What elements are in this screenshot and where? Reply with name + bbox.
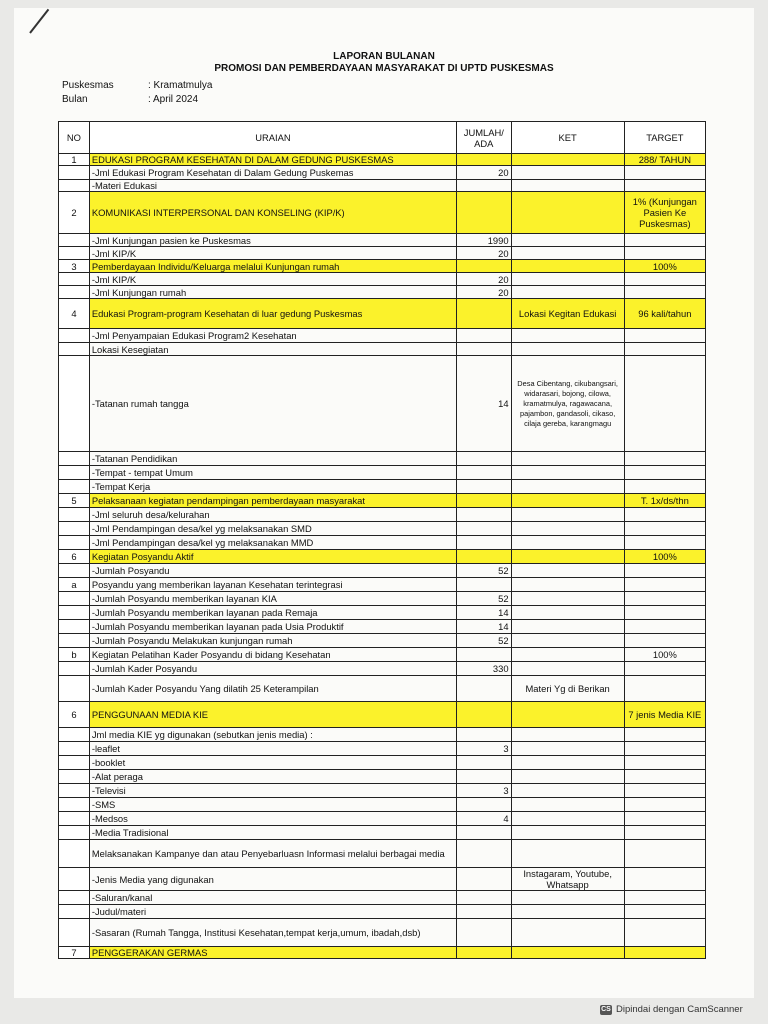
cell-jumlah <box>457 466 512 480</box>
cell-no <box>59 676 90 702</box>
cell-ket <box>511 826 624 840</box>
cell-target: 100% <box>624 550 705 564</box>
table-row <box>59 578 706 592</box>
cell-uraian: -Materi Edukasi <box>89 180 456 192</box>
table-row <box>59 356 706 452</box>
cell-uraian: -Jml Kunjungan rumah <box>89 286 456 299</box>
cell-uraian: -Jenis Media yang digunakan <box>89 868 456 891</box>
cell-target <box>624 868 705 891</box>
cell-jumlah <box>457 728 512 742</box>
cell-target <box>624 564 705 578</box>
header-ket: KET <box>511 122 624 154</box>
cell-no <box>59 466 90 480</box>
cell-jumlah <box>457 798 512 812</box>
cell-uraian: -Jml Pendampingan desa/kel yg melaksanakan MMD <box>89 536 456 550</box>
cell-no <box>59 784 90 798</box>
cell-uraian: -booklet <box>89 756 456 770</box>
cell-no: 2 <box>59 192 90 234</box>
cell-jumlah: 330 <box>457 662 512 676</box>
cell-no <box>59 606 90 620</box>
table-header-row <box>59 122 706 154</box>
cell-jumlah <box>457 192 512 234</box>
cell-target: T. 1x/ds/thn <box>624 494 705 508</box>
table-row <box>59 234 706 247</box>
cell-ket: Instagaram, Youtube, Whatsapp <box>511 868 624 891</box>
cell-no <box>59 728 90 742</box>
table-row <box>59 756 706 770</box>
cell-uraian: -Jml KIP/K <box>89 273 456 286</box>
cell-uraian: -Tatanan rumah tangga <box>89 356 456 452</box>
cell-uraian: Pelaksanaan kegiatan pendampingan pemberdayaan masyarakat <box>89 494 456 508</box>
cell-target: 288/ TAHUN <box>624 154 705 166</box>
cell-uraian: -Jml seluruh desa/kelurahan <box>89 508 456 522</box>
cell-target <box>624 480 705 494</box>
cell-ket <box>511 798 624 812</box>
cell-jumlah <box>457 826 512 840</box>
cell-jumlah <box>457 299 512 329</box>
cell-uraian: -Jml Kunjungan pasien ke Puskesmas <box>89 234 456 247</box>
cell-jumlah <box>457 343 512 356</box>
cell-target <box>624 756 705 770</box>
cell-target <box>624 662 705 676</box>
cell-no: 1 <box>59 154 90 166</box>
cell-jumlah: 14 <box>457 606 512 620</box>
cell-target <box>624 536 705 550</box>
cell-ket <box>511 452 624 466</box>
header-jumlah: JUMLAH/ ADA <box>457 122 512 154</box>
cell-no <box>59 536 90 550</box>
scanner-footer <box>600 1004 743 1015</box>
cell-no <box>59 742 90 756</box>
cell-target <box>624 620 705 634</box>
cell-jumlah <box>457 260 512 273</box>
cell-ket <box>511 536 624 550</box>
cell-ket <box>511 606 624 620</box>
cell-ket: Materi Yg di Berikan <box>511 676 624 702</box>
cell-ket <box>511 905 624 919</box>
report-subtitle: PROMOSI DAN PEMBERDAYAAN MASYARAKAT DI UPTD PUSKESMAS <box>214 63 554 74</box>
table-row <box>59 868 706 891</box>
cell-jumlah <box>457 756 512 770</box>
camscanner-icon: CS <box>601 1005 611 1013</box>
cell-target: 100% <box>624 648 705 662</box>
cell-jumlah: 52 <box>457 634 512 648</box>
cell-no: 5 <box>59 494 90 508</box>
cell-no <box>59 329 90 343</box>
cell-no <box>59 891 90 905</box>
table-row <box>59 905 706 919</box>
cell-ket <box>511 756 624 770</box>
table-row <box>59 840 706 868</box>
cell-target <box>624 247 705 260</box>
cell-target <box>624 798 705 812</box>
cell-target <box>624 578 705 592</box>
cell-target <box>624 634 705 648</box>
table-row <box>59 480 706 494</box>
cell-no <box>59 452 90 466</box>
cell-target <box>624 891 705 905</box>
table-row <box>59 919 706 947</box>
cell-uraian: -Alat peraga <box>89 770 456 784</box>
cell-uraian: EDUKASI PROGRAM KESEHATAN DI DALAM GEDUNG PUSKESMAS <box>89 154 456 166</box>
cell-ket <box>511 273 624 286</box>
table-row <box>59 452 706 466</box>
cell-target <box>624 329 705 343</box>
cell-ket <box>511 742 624 756</box>
cell-uraian: Lokasi Kesegiatan <box>89 343 456 356</box>
cell-jumlah: 52 <box>457 564 512 578</box>
cell-jumlah <box>457 494 512 508</box>
cell-target <box>624 812 705 826</box>
cell-no <box>59 798 90 812</box>
table-row <box>59 606 706 620</box>
cell-no <box>59 756 90 770</box>
table-row <box>59 273 706 286</box>
cell-target <box>624 592 705 606</box>
table-row <box>59 192 706 234</box>
table-row <box>59 728 706 742</box>
table-row <box>59 592 706 606</box>
cell-jumlah: 4 <box>457 812 512 826</box>
cell-no <box>59 508 90 522</box>
cell-ket: Desa Cibentang, cikubangsari, widarasari, bojong, cilowa, kramatmulya, ragawacana, pajambon, gandasoli, cikaso, cilaja gereba, karangmagu <box>511 356 624 452</box>
cell-uraian: -Jumlah Posyandu memberikan layanan pada Remaja <box>89 606 456 620</box>
cell-target <box>624 826 705 840</box>
cell-target <box>624 466 705 480</box>
header-no: NO <box>59 122 90 154</box>
cell-no <box>59 273 90 286</box>
cell-no: 3 <box>59 260 90 273</box>
cell-ket <box>511 592 624 606</box>
cell-ket <box>511 564 624 578</box>
cell-no: b <box>59 648 90 662</box>
cell-jumlah <box>457 947 512 959</box>
cell-target <box>624 508 705 522</box>
table-row <box>59 891 706 905</box>
cell-target <box>624 784 705 798</box>
cell-no <box>59 662 90 676</box>
cell-no <box>59 868 90 891</box>
cell-no: 6 <box>59 550 90 564</box>
bulan-value: : April 2024 <box>148 94 199 105</box>
cell-no <box>59 564 90 578</box>
footer-text: Dipindai dengan CamScanner <box>616 1004 743 1015</box>
cell-uraian: -Jumlah Posyandu memberikan layanan pada Usia Produktif <box>89 620 456 634</box>
cell-uraian: PENGGUNAAN MEDIA KIE <box>89 702 456 728</box>
cell-jumlah <box>457 702 512 728</box>
cell-ket <box>511 466 624 480</box>
cell-jumlah <box>457 868 512 891</box>
cell-target <box>624 919 705 947</box>
cell-uraian: Melaksanakan Kampanye dan atau Penyebarluasn Informasi melalui berbagai media <box>89 840 456 868</box>
cell-jumlah <box>457 578 512 592</box>
table-row <box>59 329 706 343</box>
table-row <box>59 702 706 728</box>
cell-target <box>624 356 705 452</box>
cell-uraian: KOMUNIKASI INTERPERSONAL DAN KONSELING (KIP/K) <box>89 192 456 234</box>
cell-no <box>59 840 90 868</box>
bulan-label: Bulan <box>62 94 88 105</box>
cell-ket <box>511 919 624 947</box>
table-row <box>59 247 706 260</box>
table-row <box>59 812 706 826</box>
table-row <box>59 180 706 192</box>
cell-ket <box>511 620 624 634</box>
cell-jumlah <box>457 180 512 192</box>
cell-uraian: Kegiatan Pelatihan Kader Posyandu di bidang Kesehatan <box>89 648 456 662</box>
cell-target <box>624 234 705 247</box>
cell-jumlah <box>457 536 512 550</box>
cell-no <box>59 592 90 606</box>
cell-no <box>59 180 90 192</box>
cell-no <box>59 634 90 648</box>
report-table <box>58 121 706 959</box>
cell-no <box>59 166 90 180</box>
cell-uraian: -leaflet <box>89 742 456 756</box>
cell-jumlah <box>457 480 512 494</box>
cell-target <box>624 522 705 536</box>
table-row <box>59 508 706 522</box>
cell-no <box>59 812 90 826</box>
cell-ket <box>511 662 624 676</box>
cell-ket <box>511 891 624 905</box>
cell-uraian: -Jml Penyampaian Edukasi Program2 Kesehatan <box>89 329 456 343</box>
cell-jumlah <box>457 891 512 905</box>
cell-ket <box>511 154 624 166</box>
cell-uraian: -Sasaran (Rumah Tangga, Institusi Kesehatan,tempat kerja,umum, ibadah,dsb) <box>89 919 456 947</box>
cell-uraian: Posyandu yang memberikan layanan Kesehatan terintegrasi <box>89 578 456 592</box>
cell-jumlah <box>457 676 512 702</box>
table-row <box>59 676 706 702</box>
cell-uraian: -Medsos <box>89 812 456 826</box>
cell-ket <box>511 840 624 868</box>
table-row <box>59 634 706 648</box>
cell-target <box>624 840 705 868</box>
cell-no <box>59 480 90 494</box>
table-row <box>59 536 706 550</box>
cell-uraian: -Jumlah Posyandu <box>89 564 456 578</box>
cell-uraian: -Judul/materi <box>89 905 456 919</box>
cell-uraian: -Jumlah Posyandu Melakukan kunjungan rumah <box>89 634 456 648</box>
cell-ket <box>511 648 624 662</box>
cell-ket <box>511 286 624 299</box>
cell-uraian: -Jumlah Kader Posyandu Yang dilatih 25 Keterampilan <box>89 676 456 702</box>
cell-jumlah <box>457 648 512 662</box>
table-row <box>59 166 706 180</box>
cell-ket <box>511 634 624 648</box>
cell-ket <box>511 784 624 798</box>
cell-ket: Lokasi Kegitan Edukasi <box>511 299 624 329</box>
cell-ket <box>511 343 624 356</box>
cell-no: 7 <box>59 947 90 959</box>
table-row <box>59 522 706 536</box>
cell-uraian: -Jml KIP/K <box>89 247 456 260</box>
cell-jumlah: 14 <box>457 356 512 452</box>
table-row <box>59 550 706 564</box>
cell-target <box>624 343 705 356</box>
cell-uraian: -Jumlah Posyandu memberikan layanan KIA <box>89 592 456 606</box>
table-row <box>59 798 706 812</box>
cell-jumlah: 52 <box>457 592 512 606</box>
cell-uraian: -Saluran/kanal <box>89 891 456 905</box>
cell-target <box>624 728 705 742</box>
cell-target <box>624 606 705 620</box>
cell-jumlah <box>457 508 512 522</box>
table-row <box>59 770 706 784</box>
cell-ket <box>511 192 624 234</box>
cell-uraian: PENGGERAKAN GERMAS <box>89 947 456 959</box>
cell-ket <box>511 480 624 494</box>
cell-ket <box>511 247 624 260</box>
cell-target: 100% <box>624 260 705 273</box>
cell-jumlah: 14 <box>457 620 512 634</box>
cell-jumlah <box>457 452 512 466</box>
header-uraian: URAIAN <box>89 122 456 154</box>
bulan-line <box>62 94 198 105</box>
table-row <box>59 662 706 676</box>
cell-uraian: -Tatanan Pendidikan <box>89 452 456 466</box>
cell-uraian: Jml media KIE yg digunakan (sebutkan jenis media) : <box>89 728 456 742</box>
cell-jumlah: 20 <box>457 273 512 286</box>
cell-jumlah: 3 <box>457 784 512 798</box>
cell-target <box>624 286 705 299</box>
cell-target <box>624 742 705 756</box>
cell-uraian: -Media Tradisional <box>89 826 456 840</box>
cell-target <box>624 166 705 180</box>
cell-uraian: -Jml Pendampingan desa/kel yg melaksanakan SMD <box>89 522 456 536</box>
cell-target <box>624 947 705 959</box>
cell-no <box>59 286 90 299</box>
cell-uraian: Edukasi Program-program Kesehatan di luar gedung Puskesmas <box>89 299 456 329</box>
cell-no <box>59 620 90 634</box>
cell-jumlah: 20 <box>457 286 512 299</box>
cell-ket <box>511 260 624 273</box>
cell-no <box>59 343 90 356</box>
cell-jumlah <box>457 905 512 919</box>
cell-no <box>59 234 90 247</box>
cell-ket <box>511 494 624 508</box>
cell-no <box>59 356 90 452</box>
cell-jumlah: 20 <box>457 247 512 260</box>
table-row <box>59 494 706 508</box>
cell-jumlah: 3 <box>457 742 512 756</box>
cell-no: 4 <box>59 299 90 329</box>
cell-target <box>624 452 705 466</box>
table-row <box>59 742 706 756</box>
cell-jumlah <box>457 329 512 343</box>
table-body <box>59 154 706 959</box>
cell-uraian: -SMS <box>89 798 456 812</box>
cell-no <box>59 919 90 947</box>
cell-uraian: -Jml Edukasi Program Kesehatan di Dalam Gedung Puskemas <box>89 166 456 180</box>
cell-ket <box>511 728 624 742</box>
cell-target <box>624 273 705 286</box>
cell-target: 1% (Kunjungan Pasien Ke Puskesmas) <box>624 192 705 234</box>
cell-uraian: -Jumlah Kader Posyandu <box>89 662 456 676</box>
cell-jumlah <box>457 840 512 868</box>
cell-no <box>59 905 90 919</box>
cell-uraian: -Televisi <box>89 784 456 798</box>
cell-ket <box>511 329 624 343</box>
cell-target <box>624 905 705 919</box>
cell-jumlah <box>457 919 512 947</box>
cell-no <box>59 826 90 840</box>
cell-ket <box>511 234 624 247</box>
cell-no: 6 <box>59 702 90 728</box>
table-row <box>59 826 706 840</box>
table-row <box>59 260 706 273</box>
cell-jumlah <box>457 154 512 166</box>
cell-jumlah <box>457 522 512 536</box>
header-target: TARGET <box>624 122 705 154</box>
cell-uraian: Kegiatan Posyandu Aktif <box>89 550 456 564</box>
table-row <box>59 343 706 356</box>
cell-ket <box>511 770 624 784</box>
cell-uraian: -Tempat - tempat Umum <box>89 466 456 480</box>
cell-target: 96 kali/tahun <box>624 299 705 329</box>
table-row <box>59 299 706 329</box>
puskesmas-label: Puskesmas <box>62 80 114 91</box>
table-row <box>59 947 706 959</box>
puskesmas-value: : Kramatmulya <box>148 80 213 91</box>
cell-jumlah: 1990 <box>457 234 512 247</box>
cell-no <box>59 522 90 536</box>
cell-ket <box>511 180 624 192</box>
table-row <box>59 466 706 480</box>
cell-target <box>624 770 705 784</box>
cell-uraian: Pemberdayaan Individu/Keluarga melalui Kunjungan rumah <box>89 260 456 273</box>
cell-ket <box>511 550 624 564</box>
table-row <box>59 648 706 662</box>
table-row <box>59 154 706 166</box>
cell-ket <box>511 702 624 728</box>
report-title: LAPORAN BULANAN <box>333 51 435 62</box>
cell-no <box>59 247 90 260</box>
cell-ket <box>511 522 624 536</box>
cell-target: 7 jenis Media KIE <box>624 702 705 728</box>
cell-jumlah <box>457 770 512 784</box>
cell-ket <box>511 812 624 826</box>
table-row <box>59 784 706 798</box>
cell-no <box>59 770 90 784</box>
cell-target <box>624 180 705 192</box>
table-row <box>59 620 706 634</box>
cell-ket <box>511 508 624 522</box>
cell-uraian: -Tempat Kerja <box>89 480 456 494</box>
puskesmas-line <box>62 80 212 91</box>
cell-jumlah <box>457 550 512 564</box>
cell-target <box>624 676 705 702</box>
table-row <box>59 564 706 578</box>
cell-jumlah: 20 <box>457 166 512 180</box>
cell-ket <box>511 947 624 959</box>
table-row <box>59 286 706 299</box>
cell-ket <box>511 578 624 592</box>
cell-ket <box>511 166 624 180</box>
cell-no: a <box>59 578 90 592</box>
